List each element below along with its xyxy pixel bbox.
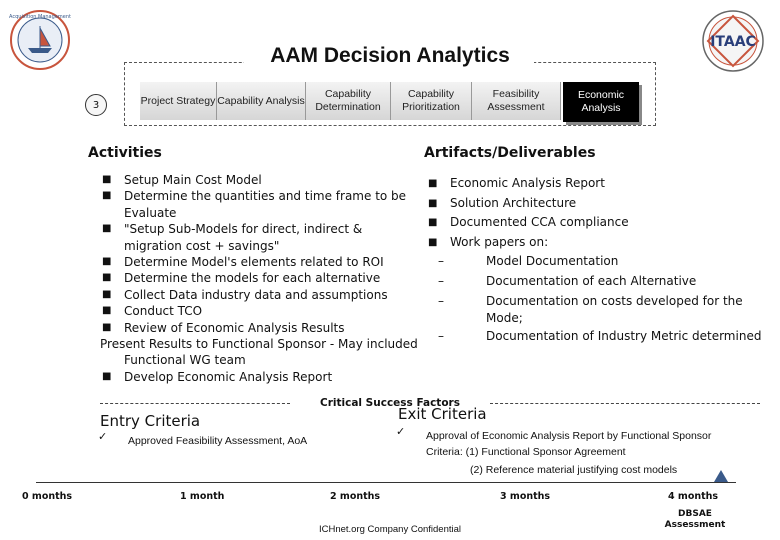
bullet-icon: ■ [102,370,112,382]
bullet-icon: ■ [102,272,112,284]
check-icon: ✓ [98,430,108,443]
exit-criteria-line2: Criteria: (1) Functional Sponsor Agreement [426,446,626,458]
timeline-tick-3: 3 months [500,491,551,502]
entry-criteria-heading: Entry Criteria [100,412,201,430]
exit-criteria-line1: Approval of Economic Analysis Report by Functional Sponsor [426,430,712,442]
timeline-tick-2: 2 months [330,491,381,502]
list-item: Present Results to Functional Sponsor - May included Functional WG team [100,337,418,368]
bullet-icon: ■ [102,256,112,268]
sub-list-item: – Model Documentation [426,252,762,272]
timeline-tick-4: 4 months [668,491,719,502]
csf-label: Critical Success Factors [320,397,460,409]
bullet-icon: ■ [102,288,112,300]
footer-right-line2: Assessment [664,520,726,530]
sub-list-item: – Documentation of each Alternative [426,272,762,292]
sub-list-item: – Documentation of Industry Metric determined [438,329,762,343]
list-item: ■ Documented CCA compliance [426,213,762,233]
list-item: ■ Collect Data industry data and assumptions [102,287,388,302]
check-icon: ✓ [396,425,406,438]
entry-criteria-text: Approved Feasibility Assessment, AoA [128,435,308,447]
artifacts-list [426,174,762,345]
list-item: ■ Determine Model's elements related to ROI [102,255,384,270]
activities-list [100,172,418,385]
list-item: ■ Economic Analysis Report [426,174,762,194]
list-item: ■ Conduct TCO [102,304,203,319]
logo-left-text: Acquisition Management [9,14,71,20]
list-item: ■ Setup Main Cost Model [102,173,262,187]
sub-list-item: – Documentation on costs developed for the Mode; [438,294,743,325]
footer-right [660,509,730,531]
bullet-icon: ■ [102,305,112,317]
list-item: ■ Determine the quantities and time frame to be Evaluate [102,189,407,220]
list-item: ■ Review of Economic Analysis Results [102,320,345,335]
list-item: ■ "Setup Sub-Models for direct, indirect & migration cost + savings" [102,222,363,253]
dash-icon: – [438,254,444,268]
timeline-tick-0: 0 months [22,491,73,502]
phase-project-strategy[interactable]: Project Strategy [140,82,217,120]
phase-capability-determination[interactable]: Capability Determination [306,82,391,120]
list-item: ■ Develop Economic Analysis Report [102,369,333,384]
phase-capability-analysis[interactable]: Capability Analysis [217,82,306,120]
bullet-icon: ■ [428,217,438,228]
page-title: AAM Decision Analytics [270,44,510,67]
phase-feasibility-assessment[interactable]: Feasibility Assessment [472,82,561,120]
dash-icon: – [438,294,444,308]
bullet-icon: ■ [428,236,438,248]
footer-right-line1: DBSAE [678,509,712,519]
timeline-tick-1: 1 month [180,491,225,502]
confidential-footer: ICHnet.org Company Confidential [318,524,462,535]
current-position-marker [714,470,728,482]
phase-economic-analysis[interactable]: Economic Analysis [563,82,639,122]
logo-right-text: ITAAC [710,34,756,50]
list-item: ■ Determine the models for each alternative [102,271,381,286]
dash-icon: – [438,329,444,343]
list-item: ■ Work papers on: [426,233,762,253]
step-badge: 3 [85,94,107,116]
bullet-icon: ■ [102,321,112,333]
bullet-icon: ■ [428,197,438,209]
dash-icon: – [438,273,444,288]
exit-criteria-line3: (2) Reference material justifying cost models [470,464,678,476]
artifacts-heading: Artifacts/Deliverables [424,145,596,161]
activities-heading: Activities [88,145,162,161]
list-item: ■ Solution Architecture [426,194,762,214]
bullet-icon: ■ [102,190,112,202]
bullet-icon: ■ [102,174,112,185]
timeline-axis [36,482,736,483]
bullet-icon: ■ [428,178,438,189]
phase-capability-prioritization[interactable]: Capability Prioritization [391,82,472,120]
bullet-icon: ■ [102,223,112,235]
exit-criteria-heading: Exit Criteria [398,405,487,423]
